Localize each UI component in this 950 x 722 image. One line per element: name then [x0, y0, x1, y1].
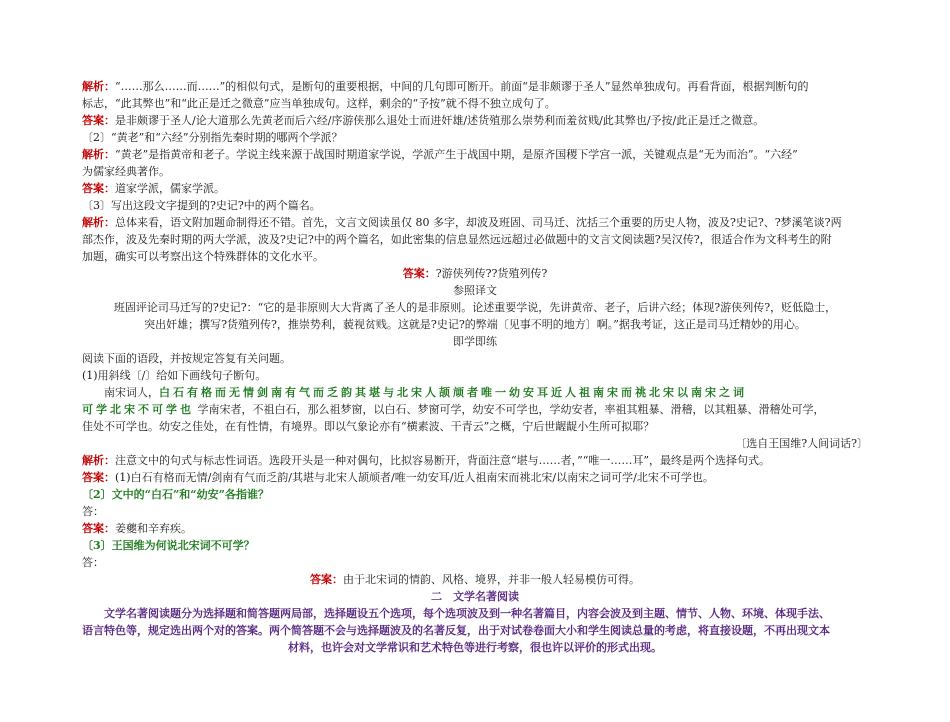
answer-paragraph: 答案：是非颇谬于圣人/论大道那么先黄老而后六经/序游侠那么退处士而进奸雄/述货殖那么崇势利而羞贫贱/此其弊也/予按/此正是迁之微意。: [82, 114, 765, 127]
translation-line: 班固评论司马迁写的?史记?：“它的是非原则大大背离了圣人的是非原则。论述重要学说，先讲黄帝、老子，后讲六经；体现?游侠列传?，贬低隐士，: [113, 301, 837, 314]
explanation-paragraph: 解析：注意文中的句式与标志性词语。选段开头是一种对偶句，比拟容易断开，背面注意“堪与……者，”“唯一……耳”，最终是两个选择句式。: [82, 454, 770, 467]
answer-paragraph: 答案：由于北宋词的情韵、风格、境界，并非一般人轻易模仿可得。: [310, 573, 640, 586]
explanation-line: 加题，确实可以考察出这个特殊群体的文化水平。: [82, 250, 324, 263]
explanation-label: 解析：: [82, 216, 115, 229]
answer-label: 答案：: [82, 522, 115, 535]
underlined-sentence: 可学北宋不可学也: [82, 403, 194, 416]
section-paragraph-line: 语言特色等，规定选出两个对的答案。两个简答题不会与选择题波及的名著反复，出于对试卷卷面大小和学生阅读总量的考虑，将直接设题，不再出现文本: [82, 624, 830, 637]
explanation-paragraph: 解析：“……那么……而……”的相似句式，是断句的重要根据，中间的几句即可断开。前面“是非颇谬于圣人”显然单独成句。再看背面，根据判断句的: [82, 80, 809, 93]
passage-line: 佳处不可学也。幼安之佳处，在有性情，有境界。即以气象论亦有“横素波、干青云”之概，宁后世龌龊小生所可拟耶？: [82, 420, 655, 433]
source-citation: 〔选自王国维?人间词话?〕: [735, 437, 868, 450]
practice-question-2: 〔2〕文中的“白石”和“幼安”各指谁？: [82, 488, 269, 501]
explanation-label: 解析：: [82, 80, 115, 93]
answer-label: 答案：: [402, 267, 436, 280]
explanation-paragraph: 解析：“黄老”是指黄帝和老子。学说主线来源于战国时期道家学说，学派产生于战国中期，是原齐国稷下学宫一派，关键观点是“无为而治”。“六经”: [82, 148, 798, 161]
question-3: 〔3〕写出这段文字提到的?史记?中的两个篇名。: [82, 199, 321, 212]
practice-question-3: 〔3〕王国维为何说北宋词不可学？: [82, 539, 255, 552]
answer-label: 答案：: [82, 114, 115, 127]
practice-intro: 阅读下面的语段，并按规定答复有关问题。: [82, 352, 291, 365]
answer-paragraph: 答案：?游侠列传??货殖列传?: [402, 267, 548, 280]
answer-prompt: 答：: [82, 556, 104, 569]
practice-subquestion-1: (1)用斜线〔/〕给如下画线句子断句。: [82, 369, 267, 382]
answer-label: 答案：: [310, 573, 343, 586]
section-paragraph-line: 材料，也许会对文学常识和艺术特色等进行考察，很也许以评价的形式出现。: [288, 641, 662, 654]
answer-paragraph: 答案：(1)白石有格而无情/剑南有气而乏韵/其堪与北宋人颉颃者/唯一幼安耳/近人祖南宋而祧北宋/以南宋之词可学/北宋不可学也。: [82, 471, 714, 484]
passage-line: 南宋词人，白石有格而无情剑南有气而乏韵其堪与北宋人颉颃者唯一幼安耳近人祖南宋而祧北宋以南宋之词: [104, 386, 747, 399]
section-paragraph-line: 文学名著阅读题分为选择题和简答题两局部，选择题设五个选项，每个选项波及到一种名著篇目，内容会波及到主题、情节、人物、环境、体现手法、: [104, 607, 830, 620]
explanation-label: 解析：: [82, 454, 115, 467]
explanation-line: 标志，“此其弊也”和“此正是迁之微意”应当单独成句。这样，剩余的“予按”就不得不独立成句了。: [82, 97, 556, 110]
explanation-line: 部杰作，波及先秦时期的两大学派，波及?史记?中的两个篇名，如此密集的信息显然远远超过必做题中的文言文阅读题?吴汉传?，很适合作为文科考生的附: [82, 233, 832, 246]
answer-prompt: 答：: [82, 505, 104, 518]
section-title: 二 文学名著阅读: [431, 590, 519, 603]
explanation-label: 解析：: [82, 148, 115, 161]
document-page: [82, 78, 868, 656]
explanation-line: 为儒家经典著作。: [82, 165, 170, 178]
translation-line: 突出奸雄；撰写?货殖列传?，推崇势利，藐视贫贱。这就是?史记?的弊端〔见事不明的地方〕啊。”据我考证，这正是司马迁精妙的用心。: [144, 318, 806, 331]
answer-label: 答案：: [82, 182, 115, 195]
answer-label: 答案：: [82, 471, 115, 484]
explanation-paragraph: 解析：总体来看，语文附加题命制得还不错。首先，文言文阅读虽仅 80 多字，却波及班固、司马迁、沈括三个重要的历史人物，波及?史记?、?梦溪笔谈?两: [82, 216, 842, 229]
translation-title: 参照译文: [453, 284, 497, 297]
practice-title: 即学即练: [453, 335, 497, 348]
question-2: 〔2〕“黄老”和“六经”分别指先秦时期的哪两个学派？: [82, 131, 343, 144]
passage-line: 可学北宋不可学也 学南宋者，不祖白石，那么祖梦窗，以白石、梦窗可学，幼安不可学也，学幼安者，率祖其粗暴、滑稽，以其粗暴、滑稽处可学，: [82, 403, 825, 416]
underlined-sentence: 白石有格而无情剑南有气而乏韵其堪与北宋人颉颃者唯一幼安耳近人祖南宋而祧北宋以南宋之词: [159, 386, 747, 399]
answer-paragraph: 答案：姜夔和辛弃疾。: [82, 522, 192, 535]
answer-paragraph: 答案：道家学派，儒家学派。: [82, 182, 225, 195]
